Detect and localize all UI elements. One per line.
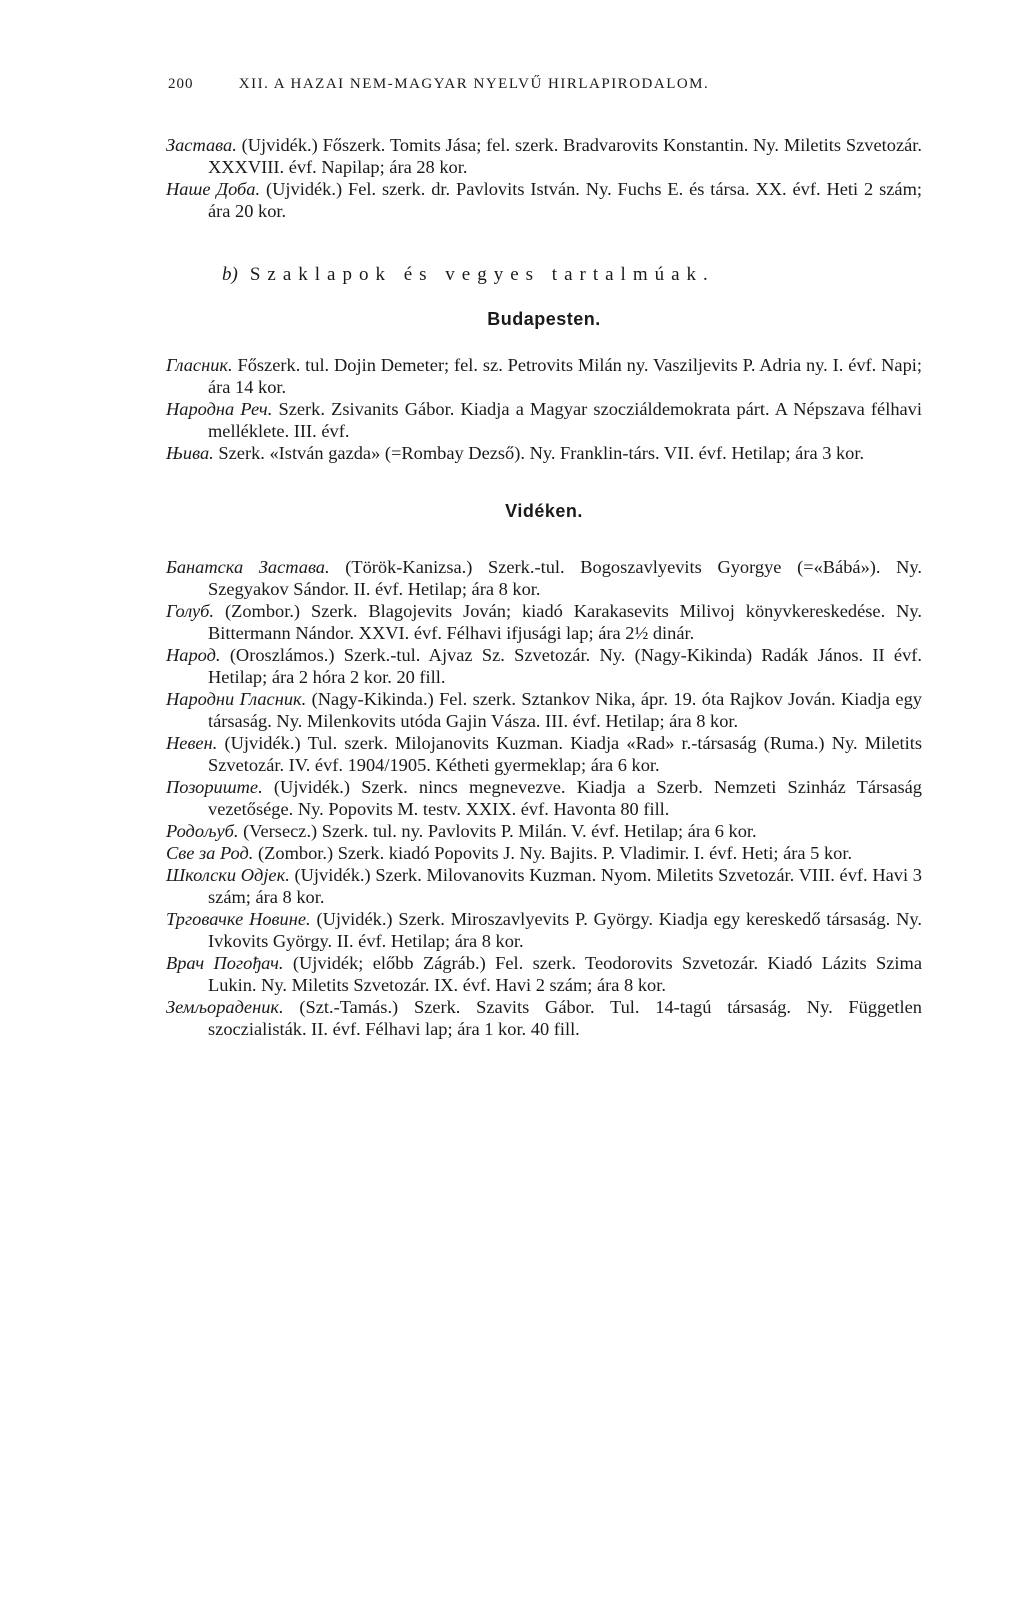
running-title: XII. A HAZAI NEM-MAGYAR NYELVŰ HIRLAPIRODALOM.	[238, 76, 710, 92]
entry-title: Застава.	[166, 135, 237, 155]
entry-text: (Ujvidék; előbb Zágráb.) Fel. szerk. Teodorovits Szvetozár. Kiadó Lázits Szima Lukin. Ny. Miletits Szvetozár. IX. évf. Havi 2 szám; ára 8 kor.	[208, 953, 923, 995]
entry-text: (Ujvidék.) Szerk. nincs megnevezve. Kiadja a Szerb. Nemzeti Szinház Társaság vezetősége. Ny. Popovits M. testv. XXIX. évf. Havonta 80 fill.	[208, 777, 922, 819]
entry-text: (Ujvidék.) Szerk. Miroszavlyevits P. György. Kiadja egy kereskedő társaság. Ny. Ivkovits György. II. évf. Hetilap; ára 8 kor.	[208, 909, 922, 951]
entry-text: (Versecz.) Szerk. tul. ny. Pavlovits P. Milán. V. évf. Hetilap; ára 6 kor.	[243, 821, 757, 841]
entry-title: Школски Одјек.	[166, 865, 290, 885]
entry-text: (Ujvidék.) Szerk. Milovanovits Kuzman. Nyom. Miletits Szvetozár. VIII. évf. Havi 3 szám; ára 8 kor.	[208, 865, 922, 907]
entry-text: Szerk. «István gazda» (=Rombay Dezső). Ny. Franklin-társ. VII. évf. Hetilap; ára 3 kor.	[218, 443, 865, 463]
newspaper-entry	[166, 178, 922, 222]
subheading-videken: Vidéken.	[505, 501, 583, 521]
entry-text: (Nagy-Kikinda.) Fel. szerk. Sztankov Nika, ápr. 19. óta Rajkov Jován. Kiadja egy társaság. Ny. Milenkovits utóda Gajin Vásza. III. évf. Hetilap; ára 8 kor.	[208, 689, 922, 731]
newspaper-entry	[166, 842, 922, 864]
entry-title: Позориште.	[166, 777, 263, 797]
running-header	[168, 76, 928, 93]
newspaper-entry	[166, 442, 922, 464]
entry-text: (Ujvidék.) Fel. szerk. dr. Pavlovits István. Ny. Fuchs E. és társa. XX. évf. Heti 2 szám; ára 20 kor.	[208, 179, 922, 221]
entry-text: Szerk. Zsivanits Gábor. Kiadja a Magyar szocziáldemokrata párt. A Népszava félhavi melléklete. III. évf.	[208, 399, 922, 441]
subheading-budapest: Budapesten.	[487, 309, 601, 329]
newspaper-entry	[166, 996, 922, 1040]
entry-text: (Ujvidék.) Főszerk. Tomits Jása; fel. szerk. Bradvarovits Konstantin. Ny. Miletits Szvetozár. XXXVIII. évf. Napilap; ára 28 kor.	[208, 135, 922, 177]
entry-title: Врач Погођач.	[166, 953, 284, 973]
entry-text: (Ujvidék.) Tul. szerk. Milojanovits Kuzman. Kiadja «Rad» r.-társaság (Ruma.) Ny. Miletits Szvetozár. IV. évf. 1904/1905. Kétheti gyermeklap; ára 6 kor.	[208, 733, 922, 775]
entry-text: Főszerk. tul. Dojin Demeter; fel. sz. Petrovits Milán ny. Vasziljevits P. Adria ny. I. évf. Napi; ára 14 kor.	[208, 355, 922, 397]
newspaper-entry	[166, 776, 922, 820]
entry-title: Земљорадeник.	[166, 997, 284, 1017]
entry-title: Родољуб.	[166, 821, 239, 841]
newspaper-entry	[166, 864, 922, 908]
entry-title: Гласник.	[166, 355, 233, 375]
newspaper-entry	[166, 556, 922, 600]
entry-title: Наше Доба.	[166, 179, 261, 199]
entry-title: Народни Гласник.	[166, 689, 307, 709]
entry-text: (Szt.-Tamás.) Szerk. Szavits Gábor. Tul. 14-tagú társaság. Ny. Független szoczialisták. II. évf. Félhavi lap; ára 1 kor. 40 fill.	[208, 997, 922, 1039]
newspaper-entry	[166, 354, 922, 398]
entry-title: Банатска Застава.	[166, 557, 330, 577]
newspaper-entry	[166, 398, 922, 442]
page-number: 200	[168, 76, 194, 92]
entry-text: (Zombor.) Szerk. kiadó Popovits J. Ny. Bajits. P. Vladimir. I. évf. Heti; ára 5 kor.	[258, 843, 853, 863]
entry-title: Народна Реч.	[166, 399, 273, 419]
entry-title: Њива.	[166, 443, 214, 463]
newspaper-entry	[166, 600, 922, 644]
section-letter: b)	[222, 264, 238, 285]
entry-title: Народ.	[166, 645, 221, 665]
entry-title: Невен.	[166, 733, 218, 753]
entry-title: Све за Род.	[166, 843, 254, 863]
newspaper-entry	[166, 644, 922, 688]
section-title: Szaklapok és vegyes tartalmúak.	[249, 264, 715, 285]
newspaper-entry	[166, 908, 922, 952]
entry-text: (Török-Kanizsa.) Szerk.-tul. Bogoszavlyevits Gyorgye (=«Bábá»). Ny. Szegyakov Sándor. II. évf. Hetilap; ára 8 kor.	[208, 557, 922, 599]
entry-text: (Zombor.) Szerk. Blagojevits Jován; kiadó Karakasevits Milivoj könyvkereskedése. Ny. Bittermann Nándor. XXVI. évf. Félhavi ifjusági lap; ára 2½ dinár.	[208, 601, 922, 643]
newspaper-entry	[166, 732, 922, 776]
newspaper-entry	[166, 688, 922, 732]
entry-text: (Oroszlámos.) Szerk.-tul. Ajvaz Sz. Szvetozár. Ny. (Nagy-Kikinda) Radák János. II évf. Hetilap; ára 2 hóra 2 kor. 20 fill.	[208, 645, 922, 687]
page-body	[166, 134, 922, 1040]
newspaper-entry	[166, 952, 922, 996]
newspaper-entry	[166, 820, 922, 842]
entry-title: Голуб.	[166, 601, 215, 621]
entry-title: Трговачке Новине.	[166, 909, 311, 929]
newspaper-entry	[166, 134, 922, 178]
section-heading	[222, 264, 922, 286]
